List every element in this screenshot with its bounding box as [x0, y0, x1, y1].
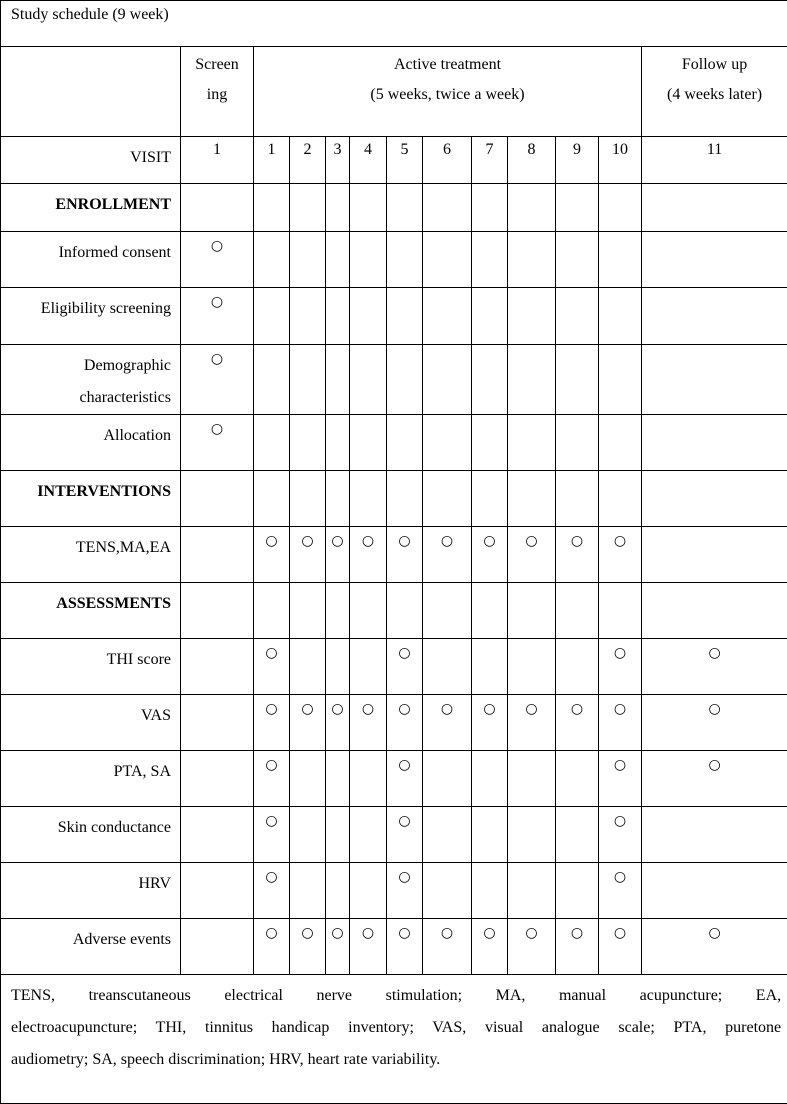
treatment-cell-9 — [556, 471, 599, 527]
treatment-cell-2 — [290, 527, 326, 583]
screening-cell — [181, 695, 254, 751]
treatment-cell-3 — [326, 751, 350, 807]
treatment-cell-7 — [472, 863, 508, 919]
row-label-text: Eligibility screening — [40, 300, 171, 317]
circle-mark-icon: ○ — [613, 757, 627, 773]
treatment-cell-10 — [599, 345, 642, 415]
treatment-cell-5 — [387, 527, 423, 583]
treatment-cell-4 — [350, 807, 387, 863]
treatment-cell-8 — [508, 807, 556, 863]
visit-number-8: 8 — [508, 137, 556, 184]
treatment-cell-6 — [423, 232, 472, 288]
follow-up-cell — [642, 863, 787, 919]
screening-cell — [181, 639, 254, 695]
treatment-cell-7 — [472, 415, 508, 471]
treatment-cell-8 — [508, 471, 556, 527]
treatment-cell-1 — [254, 695, 290, 751]
treatment-cell-6 — [423, 345, 472, 415]
treatment-cell-2 — [290, 232, 326, 288]
treatment-cell-5 — [387, 184, 423, 232]
row-label-text: Skin conductance — [57, 819, 171, 836]
row-label-text: ASSESSMENTS — [56, 595, 171, 612]
treatment-cell-3 — [326, 345, 350, 415]
treatment-cell-1 — [254, 232, 290, 288]
row-label — [1, 695, 181, 751]
treatment-cell-4 — [350, 345, 387, 415]
treatment-cell-6 — [423, 919, 472, 975]
screening-cell — [181, 345, 254, 415]
table-row — [1, 184, 787, 232]
treatment-cell-9 — [556, 639, 599, 695]
row-label-text: VAS — [141, 707, 171, 724]
table-row — [1, 288, 787, 345]
circle-mark-icon: ○ — [398, 533, 411, 549]
treatment-cell-2 — [290, 583, 326, 639]
treatment-cell-8 — [508, 345, 556, 415]
treatment-cell-2 — [290, 807, 326, 863]
row-label — [1, 471, 181, 527]
circle-mark-icon: ○ — [210, 238, 224, 254]
treatment-cell-7 — [472, 639, 508, 695]
treatment-cell-1 — [254, 415, 290, 471]
treatment-cell-9 — [556, 751, 599, 807]
treatment-cell-10 — [599, 919, 642, 975]
treatment-cell-4 — [350, 583, 387, 639]
circle-mark-icon: ○ — [708, 645, 721, 661]
visit-number-7: 7 — [472, 137, 508, 184]
circle-mark-icon: ○ — [301, 701, 314, 717]
circle-mark-icon: ○ — [361, 533, 375, 549]
treatment-cell-2 — [290, 695, 326, 751]
treatment-cell-3 — [326, 639, 350, 695]
treatment-cell-6 — [423, 639, 472, 695]
treatment-cell-5 — [387, 863, 423, 919]
treatment-cell-1 — [254, 345, 290, 415]
table-row — [1, 751, 787, 807]
circle-mark-icon: ○ — [210, 421, 224, 437]
row-label — [1, 807, 181, 863]
treatment-cell-3 — [326, 919, 350, 975]
follow-up-cell — [642, 415, 787, 471]
treatment-cell-7 — [472, 919, 508, 975]
treatment-cell-3 — [326, 232, 350, 288]
row-label — [1, 184, 181, 232]
circle-mark-icon: ○ — [265, 645, 278, 661]
treatment-cell-3 — [326, 527, 350, 583]
treatment-cell-10 — [599, 583, 642, 639]
treatment-cell-10 — [599, 471, 642, 527]
treatment-cell-7 — [472, 527, 508, 583]
treatment-cell-4 — [350, 639, 387, 695]
active-treatment-header: Active treatment (5 weeks, twice a week) — [254, 47, 642, 137]
treatment-cell-10 — [599, 288, 642, 345]
circle-mark-icon: ○ — [361, 701, 375, 717]
treatment-cell-7 — [472, 471, 508, 527]
treatment-cell-10 — [599, 751, 642, 807]
title-row — [1, 1, 787, 47]
circle-mark-icon: ○ — [570, 533, 584, 549]
treatment-cell-6 — [423, 695, 472, 751]
visit-follow-up-number: 11 — [642, 137, 787, 184]
treatment-cell-2 — [290, 288, 326, 345]
table-row — [1, 471, 787, 527]
treatment-cell-4 — [350, 751, 387, 807]
table-row — [1, 863, 787, 919]
circle-mark-icon: ○ — [331, 701, 344, 717]
treatment-cell-6 — [423, 583, 472, 639]
row-label — [1, 919, 181, 975]
follow-up-header: Follow up (4 weeks later) — [642, 47, 787, 137]
follow-up-cell — [642, 184, 787, 232]
row-label-text: THI score — [106, 651, 171, 668]
row-label — [1, 751, 181, 807]
treatment-cell-2 — [290, 639, 326, 695]
treatment-cell-9 — [556, 288, 599, 345]
treatment-cell-4 — [350, 415, 387, 471]
treatment-cell-5 — [387, 232, 423, 288]
treatment-cell-9 — [556, 527, 599, 583]
circle-mark-icon: ○ — [570, 701, 584, 717]
circle-mark-icon: ○ — [301, 925, 314, 941]
treatment-cell-8 — [508, 232, 556, 288]
treatment-cell-5 — [387, 639, 423, 695]
treatment-cell-8 — [508, 288, 556, 345]
circle-mark-icon: ○ — [265, 533, 278, 549]
follow-up-cell — [642, 345, 787, 415]
treatment-cell-7 — [472, 751, 508, 807]
treatment-cell-9 — [556, 415, 599, 471]
circle-mark-icon: ○ — [265, 701, 278, 717]
treatment-cell-10 — [599, 232, 642, 288]
row-label-text: HRV — [138, 875, 171, 892]
treatment-cell-7 — [472, 695, 508, 751]
circle-mark-icon: ○ — [708, 701, 721, 717]
treatment-cell-6 — [423, 415, 472, 471]
treatment-cell-1 — [254, 639, 290, 695]
treatment-cell-2 — [290, 345, 326, 415]
treatment-cell-3 — [326, 415, 350, 471]
circle-mark-icon: ○ — [265, 813, 278, 829]
circle-mark-icon: ○ — [210, 351, 224, 367]
circle-mark-icon: ○ — [440, 925, 454, 941]
follow-up-cell — [642, 639, 787, 695]
row-label — [1, 527, 181, 583]
treatment-cell-7 — [472, 232, 508, 288]
treatment-cell-1 — [254, 751, 290, 807]
table-row — [1, 807, 787, 863]
footnote — [1, 975, 787, 1104]
treatment-cell-10 — [599, 184, 642, 232]
treatment-cell-3 — [326, 863, 350, 919]
treatment-cell-9 — [556, 232, 599, 288]
follow-up-cell — [642, 288, 787, 345]
row-label — [1, 232, 181, 288]
screening-cell — [181, 184, 254, 232]
circle-mark-icon: ○ — [708, 757, 721, 773]
treatment-cell-1 — [254, 863, 290, 919]
row-label-text: Adverse events — [72, 931, 171, 948]
table-row — [1, 639, 787, 695]
treatment-cell-2 — [290, 751, 326, 807]
treatment-cell-6 — [423, 288, 472, 345]
circle-mark-icon: ○ — [398, 925, 411, 941]
treatment-cell-1 — [254, 471, 290, 527]
treatment-cell-6 — [423, 471, 472, 527]
treatment-cell-4 — [350, 232, 387, 288]
follow-up-cell — [642, 751, 787, 807]
row-label-text: INTERVENTIONS — [37, 483, 171, 500]
circle-mark-icon: ○ — [440, 533, 454, 549]
row-label — [1, 583, 181, 639]
treatment-cell-8 — [508, 919, 556, 975]
treatment-cell-8 — [508, 751, 556, 807]
row-label-text: Demographic characteristics — [79, 357, 171, 406]
circle-mark-icon: ○ — [525, 533, 538, 549]
treatment-cell-4 — [350, 288, 387, 345]
visit-number-10: 10 — [599, 137, 642, 184]
treatment-cell-4 — [350, 919, 387, 975]
treatment-cell-3 — [326, 583, 350, 639]
circle-mark-icon: ○ — [440, 701, 454, 717]
treatment-cell-1 — [254, 184, 290, 232]
treatment-cell-7 — [472, 583, 508, 639]
screening-cell — [181, 527, 254, 583]
circle-mark-icon: ○ — [613, 925, 627, 941]
treatment-cell-3 — [326, 471, 350, 527]
circle-mark-icon: ○ — [613, 533, 627, 549]
treatment-cell-10 — [599, 807, 642, 863]
circle-mark-icon: ○ — [398, 757, 411, 773]
treatment-cell-5 — [387, 751, 423, 807]
follow-up-cell — [642, 527, 787, 583]
follow-up-cell — [642, 583, 787, 639]
circle-mark-icon: ○ — [613, 645, 627, 661]
treatment-cell-9 — [556, 919, 599, 975]
row-label-text: Informed consent — [58, 244, 171, 261]
treatment-cell-10 — [599, 639, 642, 695]
treatment-cell-1 — [254, 583, 290, 639]
treatment-cell-8 — [508, 415, 556, 471]
visit-number-5: 5 — [387, 137, 423, 184]
treatment-cell-2 — [290, 184, 326, 232]
row-label — [1, 863, 181, 919]
table-row — [1, 695, 787, 751]
screening-cell — [181, 415, 254, 471]
circle-mark-icon: ○ — [525, 701, 538, 717]
treatment-cell-1 — [254, 288, 290, 345]
table-row — [1, 583, 787, 639]
circle-mark-icon: ○ — [361, 925, 375, 941]
treatment-cell-10 — [599, 415, 642, 471]
treatment-cell-7 — [472, 288, 508, 345]
treatment-cell-8 — [508, 583, 556, 639]
circle-mark-icon: ○ — [398, 701, 411, 717]
treatment-cell-4 — [350, 527, 387, 583]
footnote-line-1: TENS, treanscutaneous electrical nerve stimulation; MA, manual acupuncture; EA, — [11, 987, 782, 1004]
treatment-cell-9 — [556, 807, 599, 863]
follow-up-cell — [642, 471, 787, 527]
treatment-cell-3 — [326, 807, 350, 863]
circle-mark-icon: ○ — [398, 869, 411, 885]
circle-mark-icon: ○ — [331, 925, 344, 941]
treatment-cell-1 — [254, 527, 290, 583]
treatment-cell-3 — [326, 184, 350, 232]
screening-cell — [181, 863, 254, 919]
treatment-cell-1 — [254, 919, 290, 975]
treatment-cell-8 — [508, 863, 556, 919]
visit-number-4: 4 — [350, 137, 387, 184]
treatment-cell-6 — [423, 184, 472, 232]
treatment-cell-1 — [254, 807, 290, 863]
treatment-cell-9 — [556, 863, 599, 919]
circle-mark-icon: ○ — [483, 701, 496, 717]
treatment-cell-7 — [472, 184, 508, 232]
treatment-cell-8 — [508, 527, 556, 583]
treatment-cell-6 — [423, 751, 472, 807]
table-row — [1, 919, 787, 975]
treatment-cell-5 — [387, 345, 423, 415]
footnote-row — [1, 975, 787, 1104]
circle-mark-icon: ○ — [483, 533, 496, 549]
circle-mark-icon: ○ — [613, 813, 627, 829]
header-blank-cell — [1, 47, 181, 137]
circle-mark-icon: ○ — [265, 925, 278, 941]
row-label — [1, 415, 181, 471]
treatment-cell-10 — [599, 695, 642, 751]
follow-up-cell — [642, 232, 787, 288]
circle-mark-icon: ○ — [265, 869, 278, 885]
screening-cell — [181, 919, 254, 975]
treatment-cell-5 — [387, 695, 423, 751]
visit-number-3: 3 — [326, 137, 350, 184]
follow-up-cell — [642, 807, 787, 863]
treatment-cell-10 — [599, 527, 642, 583]
screening-cell — [181, 232, 254, 288]
table-row — [1, 232, 787, 288]
screening-cell — [181, 807, 254, 863]
treatment-cell-5 — [387, 288, 423, 345]
row-label — [1, 345, 181, 415]
screening-cell — [181, 471, 254, 527]
screening-cell — [181, 751, 254, 807]
circle-mark-icon: ○ — [525, 925, 538, 941]
treatment-cell-2 — [290, 471, 326, 527]
table-title: Study schedule (9 week) — [1, 1, 787, 47]
visit-number-9: 9 — [556, 137, 599, 184]
circle-mark-icon: ○ — [398, 813, 411, 829]
treatment-cell-6 — [423, 863, 472, 919]
row-label-text: Allocation — [103, 427, 171, 444]
treatment-cell-6 — [423, 807, 472, 863]
treatment-cell-8 — [508, 639, 556, 695]
circle-mark-icon: ○ — [613, 701, 627, 717]
treatment-cell-3 — [326, 288, 350, 345]
row-label-text: TENS,MA,EA — [75, 539, 171, 556]
treatment-cell-8 — [508, 695, 556, 751]
treatment-cell-4 — [350, 471, 387, 527]
visit-row — [1, 137, 787, 184]
circle-mark-icon: ○ — [570, 925, 584, 941]
treatment-cell-5 — [387, 919, 423, 975]
treatment-cell-8 — [508, 184, 556, 232]
treatment-cell-7 — [472, 807, 508, 863]
circle-mark-icon: ○ — [398, 645, 411, 661]
treatment-cell-5 — [387, 415, 423, 471]
treatment-cell-3 — [326, 695, 350, 751]
visit-label: VISIT — [1, 137, 181, 184]
treatment-cell-2 — [290, 415, 326, 471]
treatment-cell-10 — [599, 863, 642, 919]
row-label-text: PTA, SA — [113, 763, 171, 780]
row-label — [1, 288, 181, 345]
follow-up-cell — [642, 919, 787, 975]
screening-cell — [181, 583, 254, 639]
treatment-cell-4 — [350, 184, 387, 232]
visit-number-2: 2 — [290, 137, 326, 184]
circle-mark-icon: ○ — [210, 294, 224, 310]
treatment-cell-4 — [350, 863, 387, 919]
treatment-cell-9 — [556, 695, 599, 751]
period-header-row — [1, 47, 787, 137]
treatment-cell-5 — [387, 583, 423, 639]
table-row — [1, 345, 787, 415]
circle-mark-icon: ○ — [613, 869, 627, 885]
circle-mark-icon: ○ — [301, 533, 314, 549]
treatment-cell-4 — [350, 695, 387, 751]
treatment-cell-5 — [387, 807, 423, 863]
circle-mark-icon: ○ — [483, 925, 496, 941]
treatment-cell-2 — [290, 919, 326, 975]
footnote-line-3: audiometry; SA, speech discrimination; HRV, heart rate variability. — [11, 1051, 441, 1068]
visit-number-1: 1 — [254, 137, 290, 184]
treatment-cell-9 — [556, 345, 599, 415]
follow-up-cell — [642, 695, 787, 751]
row-label-text: ENROLLMENT — [55, 196, 171, 213]
treatment-cell-6 — [423, 527, 472, 583]
treatment-cell-9 — [556, 184, 599, 232]
treatment-cell-2 — [290, 863, 326, 919]
treatment-cell-5 — [387, 471, 423, 527]
treatment-cell-9 — [556, 583, 599, 639]
table-row — [1, 527, 787, 583]
footnote-line-2: electroacupuncture; THI, tinnitus handicap inventory; VAS, visual analogue scale; PTA, puretone — [11, 1019, 782, 1036]
treatment-cell-7 — [472, 345, 508, 415]
circle-mark-icon: ○ — [708, 925, 721, 941]
circle-mark-icon: ○ — [331, 533, 344, 549]
circle-mark-icon: ○ — [265, 757, 278, 773]
visit-number-6: 6 — [423, 137, 472, 184]
screening-cell — [181, 288, 254, 345]
visit-screening-number: 1 — [181, 137, 254, 184]
row-label — [1, 639, 181, 695]
screening-header: Screen ing — [181, 47, 254, 137]
table-row — [1, 415, 787, 471]
